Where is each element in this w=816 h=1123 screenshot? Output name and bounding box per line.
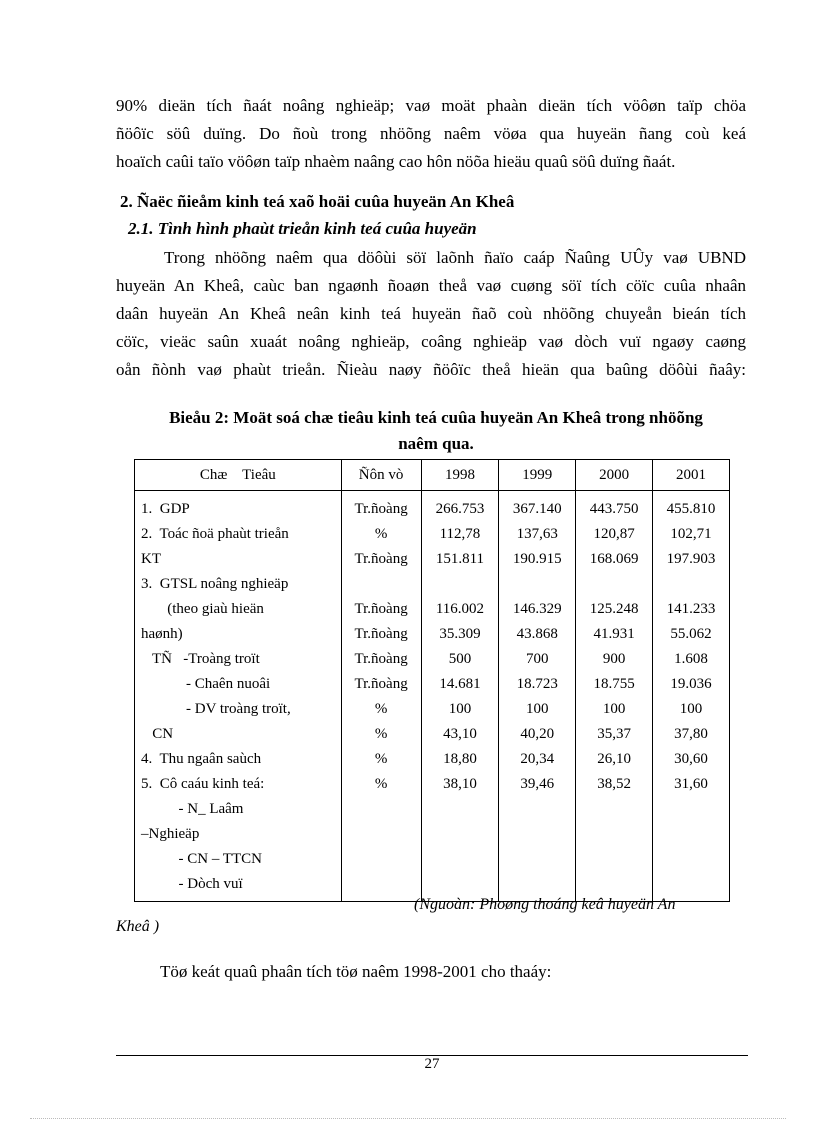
value-cell: 35,37 <box>597 726 632 742</box>
value-cell: 35.309 <box>439 626 481 642</box>
indicator-cell: - Chaên nuoâi <box>141 676 271 692</box>
value-cell: 112,78 <box>439 526 481 542</box>
header-year-2000: 2000 <box>576 460 653 491</box>
value-cell: 40,20 <box>520 726 555 742</box>
unit-cell: Tr.ñoàng <box>354 551 408 567</box>
conclusion-text: Töø keát quaû phaân tích töø naêm 1998-2001 cho thaáy: <box>160 962 552 981</box>
value-cell: 38,52 <box>597 776 632 792</box>
page-number: 27 <box>424 1056 440 1072</box>
value-cell: 18,80 <box>443 751 477 767</box>
value-cell: 55.062 <box>670 626 712 642</box>
body-line: huyeän An Kheâ, caùc ban ngaønh ñoaøn theå vaø cuøng söï tích cöïc cuûa nhaân <box>116 276 746 295</box>
header-year-1999: 1999 <box>499 460 576 491</box>
indicator-cell: 1. GDP <box>141 501 190 517</box>
value-cell: 141.233 <box>666 601 716 617</box>
value-cell: 455.810 <box>666 501 716 517</box>
value-cell: 151.811 <box>435 551 485 567</box>
year-1998-column <box>421 491 499 902</box>
indicator-cell: 4. Thu ngaân saùch <box>141 751 262 767</box>
value-cell: 41.931 <box>593 626 635 642</box>
unit-cell: Tr.ñoàng <box>354 501 408 517</box>
table-body-row <box>135 491 730 902</box>
value-cell: 26,10 <box>597 751 632 767</box>
value-cell: 31,60 <box>674 776 708 792</box>
intro-line: ñöôïc söû duïng. Do ñoù trong nhöõng naêm vöøa qua huyeän ñang coù keá <box>116 124 746 143</box>
value-cell: 43,10 <box>443 726 477 742</box>
section-subheading: 2.1. Tình hình phaùt trieån kinh teá cuûa huyeän <box>128 219 477 238</box>
value-cell: 116.002 <box>435 601 485 617</box>
intro-line: hoaïch caûi taïo vöôøn taïp nhaèm naâng cao hôn nöõa hieäu quaû söû duïng ñaát. <box>116 152 676 171</box>
value-cell: 20,34 <box>520 751 555 767</box>
value-cell: 266.753 <box>435 501 485 517</box>
indicator-cell: 3. GTSL noâng nghieäp <box>141 576 289 592</box>
year-2001-column <box>653 491 730 902</box>
value-cell: 146.329 <box>512 601 562 617</box>
unit-cell <box>346 572 417 597</box>
value-cell: 18.755 <box>593 676 635 692</box>
header-indicator: Chæ Tieâu <box>135 460 342 491</box>
year-2000-column <box>576 491 653 902</box>
source-note-continued: Kheâ ) <box>116 918 160 935</box>
value-cell: 197.903 <box>666 551 716 567</box>
value-cell: 100 <box>679 701 703 717</box>
value-cell: 190.915 <box>512 551 562 567</box>
page-bottom-border <box>30 1118 786 1119</box>
value-cell: 137,63 <box>516 526 558 542</box>
body-line: Trong nhöõng naêm qua döôùi söï laõnh ñaïo caáp Ñaûng UÛy vaø UBND <box>164 248 746 267</box>
unit-cell: % <box>374 726 388 742</box>
indicator-cell: - CN – TTCN <box>141 851 262 867</box>
value-cell <box>580 572 648 597</box>
unit-cell: % <box>374 526 388 542</box>
value-cell: 30,60 <box>674 751 708 767</box>
value-cell: 100 <box>448 701 472 717</box>
table-caption-line: naêm qua. <box>398 434 474 453</box>
indicator-cell: CN <box>141 726 174 742</box>
value-cell: 18.723 <box>516 676 558 692</box>
header-year-2001: 2001 <box>653 460 730 491</box>
value-cell: 19.036 <box>670 676 712 692</box>
body-line: cöïc, vieäc saûn xuaát noâng nghieäp, coâng nghieäp vaø dòch vuï ngaøy caøng <box>116 332 746 351</box>
indicator-cell: 2. Toác ñoä phaùt trieån <box>141 526 289 542</box>
intro-line: 90% dieän tích ñaát noâng nghieäp; vaø moät phaàn dieän tích vöôøn taïp chöa <box>116 96 746 115</box>
indicator-cell: - DV troàng troït, <box>141 701 291 717</box>
value-cell: 102,71 <box>670 526 712 542</box>
header-year-1998: 1998 <box>421 460 499 491</box>
year-1999-column <box>499 491 576 902</box>
value-cell: 443.750 <box>589 501 639 517</box>
indicator-column <box>135 491 342 902</box>
value-cell <box>503 572 571 597</box>
intro-paragraph <box>116 92 746 176</box>
unit-cell: % <box>374 776 388 792</box>
table-header-row <box>135 460 730 491</box>
value-cell: 100 <box>526 701 549 717</box>
indicator-cell: - Dòch vuï <box>141 876 243 892</box>
header-unit: Ñôn vò <box>341 460 421 491</box>
body-paragraph <box>116 244 746 384</box>
value-cell: 38,10 <box>443 776 477 792</box>
table-caption <box>116 405 756 457</box>
value-cell: 39,46 <box>520 776 555 792</box>
source-note: (Nguoàn: Phoøng thoáng keâ huyeän An <box>414 896 676 913</box>
indicator-cell: (theo giaù hieän <box>141 601 264 617</box>
unit-cell: % <box>374 751 388 767</box>
section-heading: 2. Ñaëc ñieåm kinh teá xaõ hoäi cuûa huyeän An Kheâ <box>120 192 515 211</box>
indicator-cell: - N_ Laâm <box>141 801 244 817</box>
body-line: oån ñònh vaø phaùt trieån. Ñieàu naøy ñöôïc theå hieän qua baûng döôùi ñaây: <box>116 360 746 379</box>
value-cell <box>657 572 725 597</box>
value-cell: 168.069 <box>589 551 639 567</box>
value-cell: 120,87 <box>593 526 635 542</box>
value-cell: 43.868 <box>516 626 558 642</box>
unit-cell: Tr.ñoàng <box>354 601 408 617</box>
unit-cell: Tr.ñoàng <box>354 676 408 692</box>
unit-cell: Tr.ñoàng <box>354 651 408 667</box>
indicator-cell: TÑ -Troàng troït <box>141 651 260 667</box>
indicator-cell: –Nghieäp <box>141 826 200 842</box>
value-cell: 100 <box>602 701 626 717</box>
economic-indicators-table <box>134 459 730 902</box>
indicator-cell: KT <box>141 551 161 567</box>
unit-cell: Tr.ñoàng <box>354 626 408 642</box>
indicator-cell: 5. Cô caáu kinh teá: <box>141 776 265 792</box>
value-cell: 700 <box>526 651 549 667</box>
value-cell: 367.140 <box>512 501 562 517</box>
body-line: daân huyeän An Kheâ neân kinh teá huyeän ñaõ coù nhöõng chuyeån bieán tích <box>116 304 746 323</box>
value-cell: 14.681 <box>439 676 481 692</box>
indicator-cell: haønh) <box>141 626 183 642</box>
unit-cell: % <box>374 701 388 717</box>
unit-column <box>341 491 421 902</box>
value-cell: 500 <box>448 651 472 667</box>
table-caption-line: Bieåu 2: Moät soá chæ tieâu kinh teá cuûa huyeän An Kheâ trong nhöõng <box>169 408 703 427</box>
value-cell: 1.608 <box>674 651 708 667</box>
value-cell: 37,80 <box>674 726 708 742</box>
value-cell <box>426 572 495 597</box>
value-cell: 900 <box>602 651 626 667</box>
value-cell: 125.248 <box>589 601 639 617</box>
